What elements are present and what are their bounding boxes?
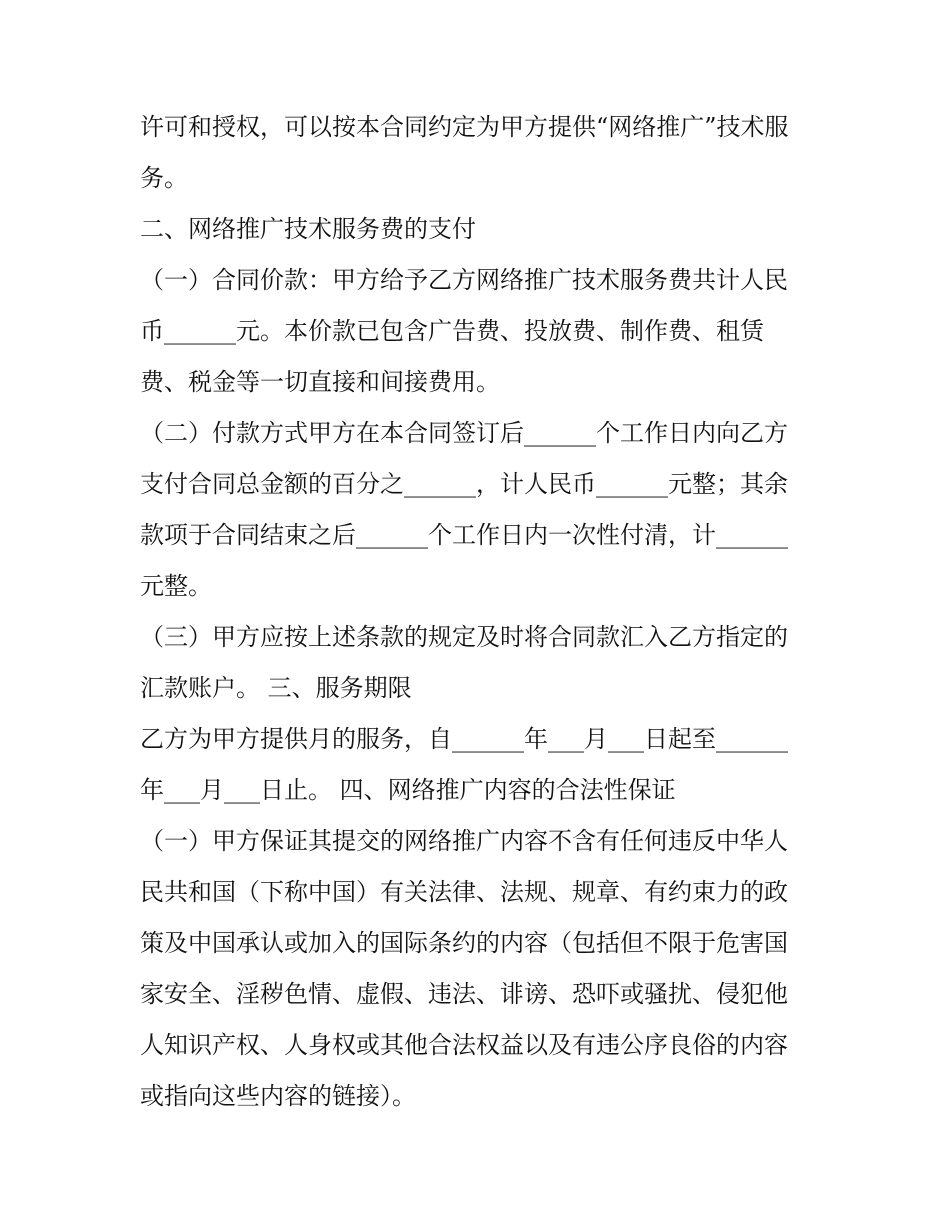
text-line: 年___月___日止。 四、网络推广内容的合法性保证 [140, 776, 676, 804]
text-line: 乙方为甲方提供月的服务，自______年___月___日起至______ [140, 725, 788, 753]
text-line: 务。 [140, 164, 188, 192]
text-line: 策及中国承认或加入的国际条约的内容（包括但不限于危害国 [140, 929, 788, 957]
contract-text [140, 102, 820, 1122]
text-line: 费、税金等一切直接和间接费用。 [140, 368, 500, 396]
text-line: 或指向这些内容的链接）。 [140, 1082, 416, 1110]
text-line: 家安全、淫秽色情、虚假、违法、诽谤、恐吓或骚扰、侵犯他 [140, 980, 788, 1008]
text-line: 民共和国（下称中国）有关法律、法规、规章、有约束力的政 [140, 878, 788, 906]
text-line: （三）甲方应按上述条款的规定及时将合同款汇入乙方指定的 [140, 623, 788, 651]
text-line: 许可和授权，可以按本合同约定为甲方提供“网络推广”技术服 [140, 113, 789, 141]
text-line: 款项于合同结束之后______个工作日内一次性付清，计______ [140, 521, 788, 549]
text-line: 人知识产权、人身权或其他合法权益以及有违公序良俗的内容 [140, 1031, 788, 1059]
text-line: （一）甲方保证其提交的网络推广内容不含有任何违反中华人 [140, 827, 788, 855]
text-line: 汇款账户。 三、服务期限 [140, 674, 412, 702]
text-line: （二）付款方式甲方在本合同签订后______个工作日内向乙方 [140, 419, 788, 447]
section-heading: 二、网络推广技术服务费的支付 [140, 215, 476, 243]
text-line: （一）合同价款：甲方给予乙方网络推广技术服务费共计人民 [140, 266, 788, 294]
text-line: 币______元。本价款已包含广告费、投放费、制作费、租赁 [140, 317, 764, 345]
text-line: 元整。 [140, 572, 212, 600]
text-line: 支付合同总金额的百分之______，计人民币______元整；其余 [140, 470, 788, 498]
